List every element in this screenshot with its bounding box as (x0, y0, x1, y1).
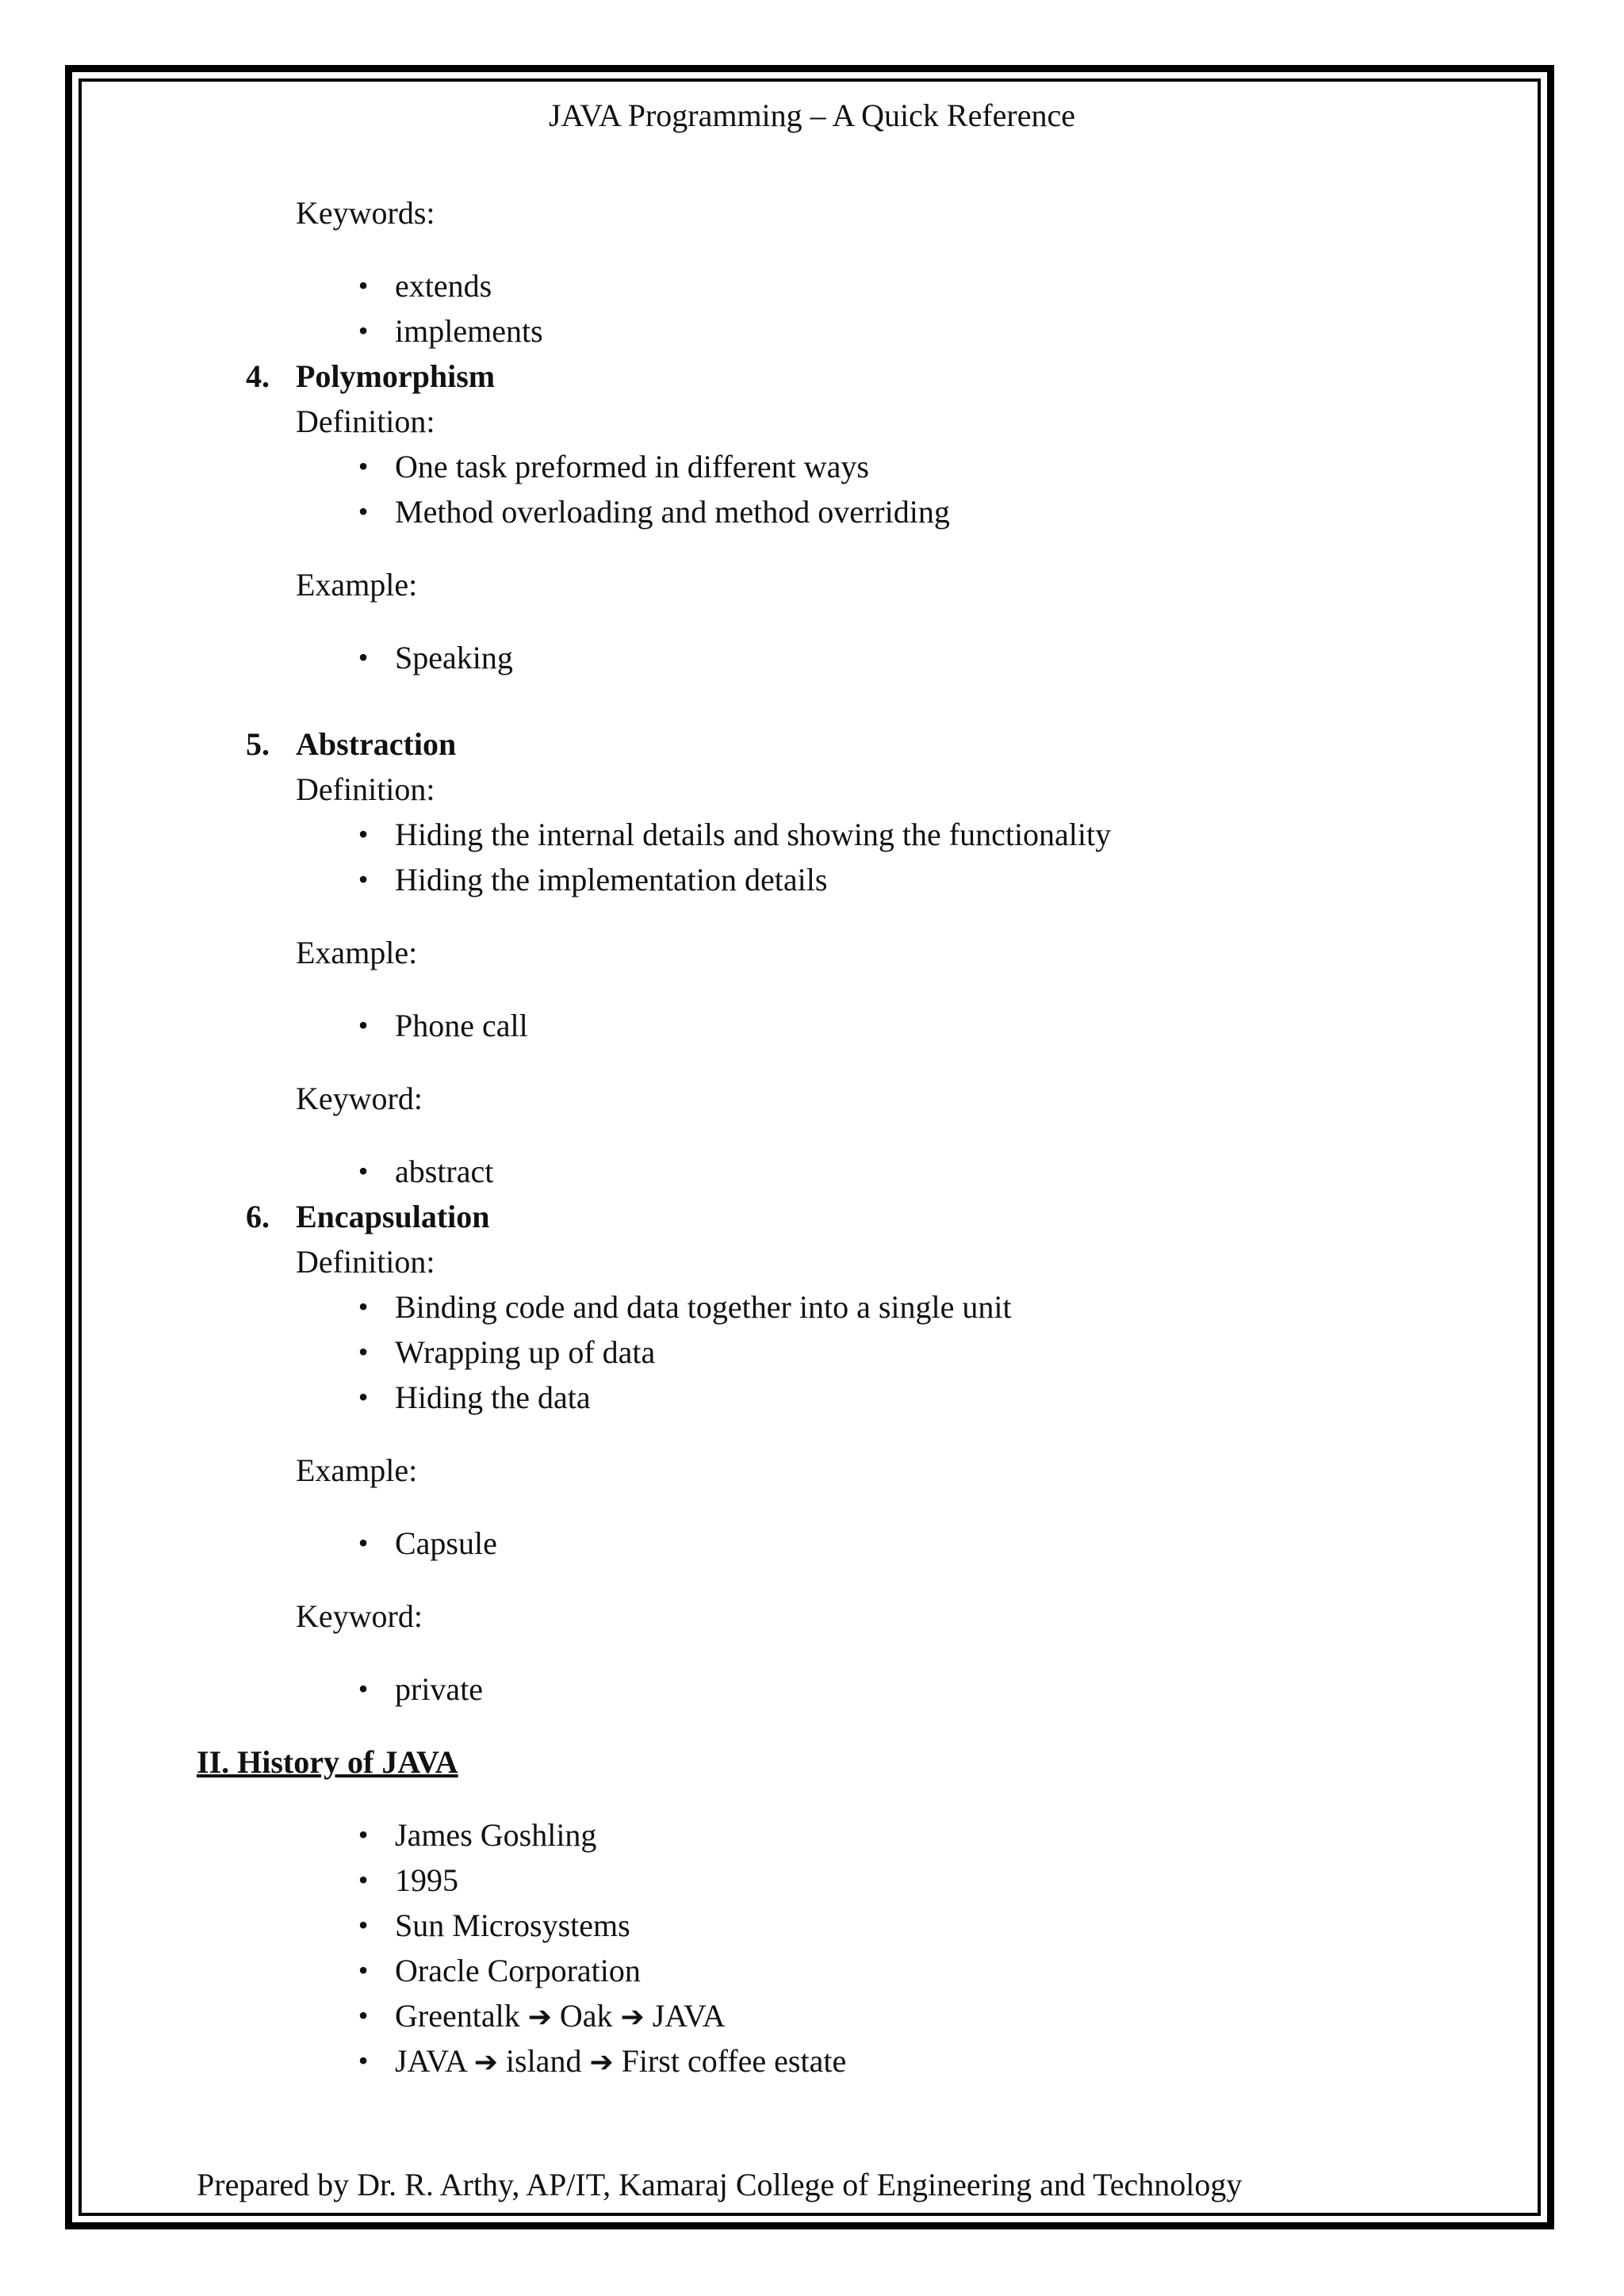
list-item: • Hiding the data (197, 1375, 1497, 1420)
bullet-icon: • (358, 1381, 369, 1413)
list-item: • 1995 (197, 1858, 1497, 1903)
bullet-icon: • (358, 1954, 369, 1986)
bullet-icon: • (358, 1155, 369, 1187)
history-heading: II. History of JAVA (197, 1744, 458, 1780)
definition-label: Definition: (296, 771, 435, 807)
list-item: • Phone call (197, 1003, 1497, 1048)
list-item: • Speaking (197, 635, 1497, 680)
list-item: • implements (197, 308, 1497, 354)
page-content (197, 190, 1497, 2084)
arrow-right-icon: ➔ (620, 2001, 645, 2034)
list-item: • Hiding the internal details and showing the functionality (197, 812, 1497, 857)
abstraction-heading: 5. Abstraction (246, 726, 457, 762)
bullet-icon: • (358, 863, 369, 895)
bullet-icon: • (358, 1999, 369, 2031)
encapsulation-heading: 6. Encapsulation (246, 1199, 490, 1234)
example-label: Example: (296, 935, 418, 970)
example-label: Example: (296, 567, 418, 603)
bullet-icon: • (358, 1673, 369, 1705)
list-item: • Hiding the implementation details (197, 857, 1497, 902)
bullet-icon: • (358, 1527, 369, 1559)
list-item: • Capsule (197, 1521, 1497, 1566)
list-item: • Greentalk ➔ Oak ➔ JAVA (197, 1993, 1497, 2038)
bullet-icon: • (358, 1909, 369, 1941)
list-item: • Wrapping up of data (197, 1330, 1497, 1375)
bullet-icon: • (358, 450, 369, 482)
definition-label: Definition: (296, 404, 435, 439)
polymorphism-heading: 4. Polymorphism (246, 358, 496, 394)
bullet-icon: • (358, 1009, 369, 1041)
arrow-right-icon: ➔ (473, 2046, 498, 2079)
bullet-icon: • (358, 496, 369, 527)
list-item: • One task preformed in different ways (197, 444, 1497, 489)
keyword-label: Keyword: (296, 1598, 423, 1634)
definition-label: Definition: (296, 1244, 435, 1280)
list-item: • Binding code and data together into a single unit (197, 1284, 1497, 1330)
page-header: JAVA Programming – A Quick Reference (548, 98, 1075, 133)
list-item: • private (197, 1667, 1497, 1712)
list-item: • Oracle Corporation (197, 1948, 1497, 1993)
arrow-right-icon: ➔ (589, 2046, 614, 2079)
list-item: • James Goshling (197, 1812, 1497, 1858)
bullet-icon: • (358, 1864, 369, 1896)
list-item: • Sun Microsystems (197, 1903, 1497, 1948)
list-item: • Method overloading and method overriding (197, 489, 1497, 534)
keywords-label: Keywords: (296, 195, 435, 231)
page-footer: Prepared by Dr. R. Arthy, AP/IT, Kamaraj College of Engineering and Technology (197, 2167, 1243, 2202)
list-item: • JAVA ➔ island ➔ First coffee estate (197, 2038, 1497, 2084)
keyword-label: Keyword: (296, 1081, 423, 1116)
bullet-icon: • (358, 270, 369, 301)
bullet-icon: • (358, 818, 369, 850)
bullet-icon: • (358, 2045, 369, 2076)
arrow-right-icon: ➔ (527, 2001, 552, 2034)
bullet-icon: • (358, 315, 369, 346)
bullet-icon: • (358, 1336, 369, 1368)
example-label: Example: (296, 1452, 418, 1488)
list-item: • extends (197, 263, 1497, 308)
bullet-icon: • (358, 1291, 369, 1322)
bullet-icon: • (358, 1819, 369, 1850)
list-item: • abstract (197, 1149, 1497, 1194)
bullet-icon: • (358, 641, 369, 673)
